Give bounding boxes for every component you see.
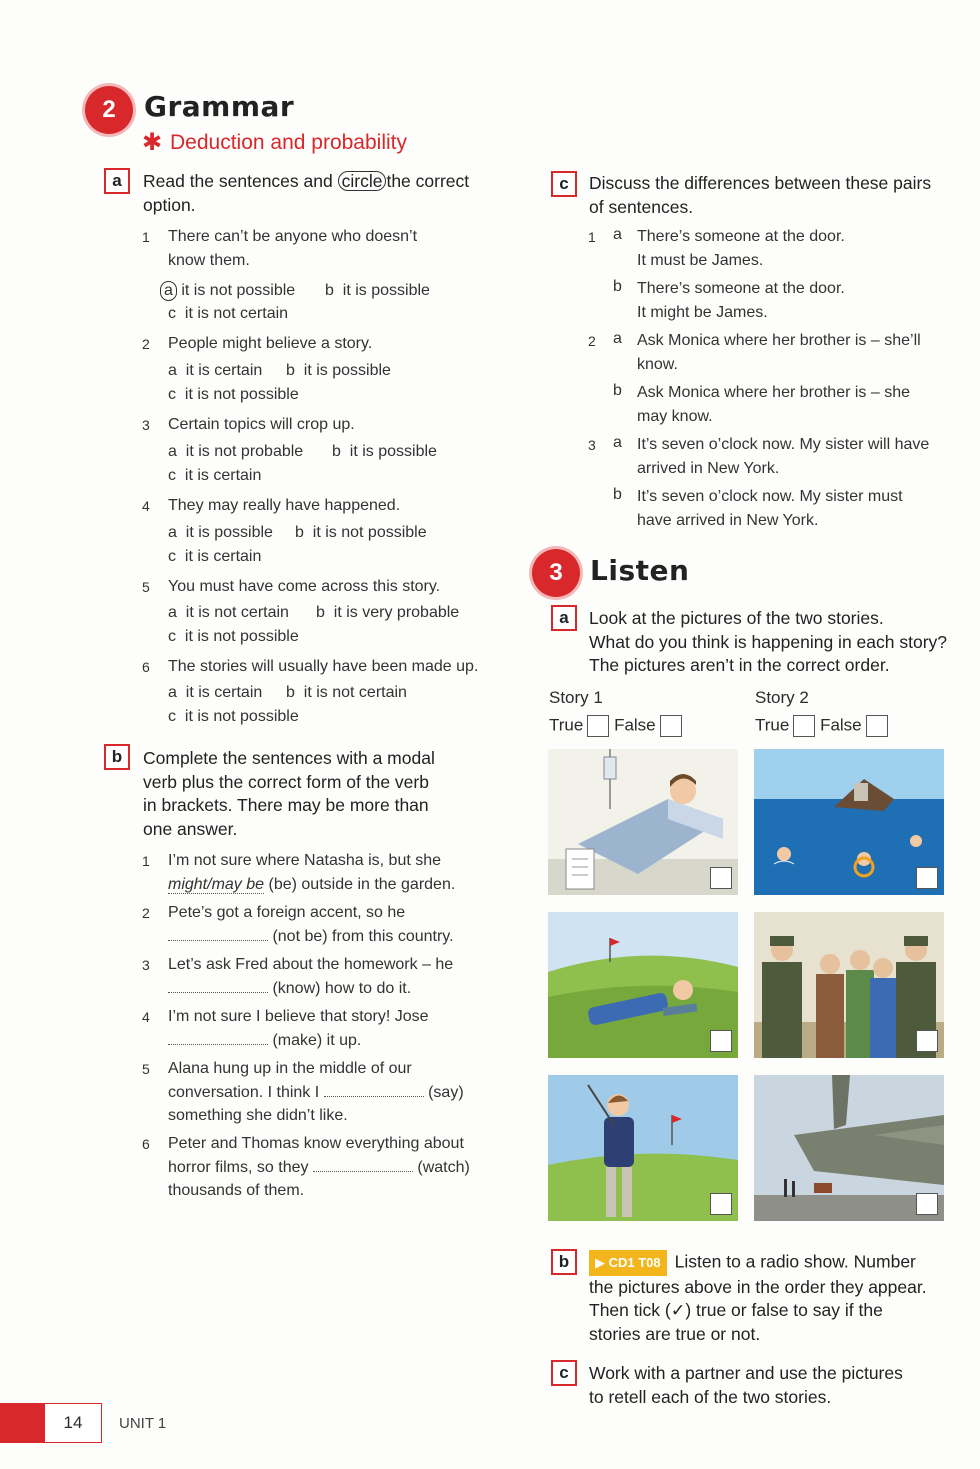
cd-track-badge[interactable]: ▶ CD1 T08 — [589, 1250, 667, 1276]
item-sentence: I’m not sure I believe that story! Jose (make) it up. — [168, 1008, 429, 1049]
story-2-label: Story 2 — [755, 688, 809, 707]
exercise-letter-a: a — [551, 605, 577, 631]
exercise-a-instruction: Read the sentences and circle the correct option. — [143, 171, 470, 215]
pair-number: 3 — [588, 437, 596, 453]
answer-blank[interactable] — [168, 926, 268, 941]
item-number: 2 — [142, 905, 150, 921]
pair-letter: b — [613, 486, 622, 503]
option-c[interactable]: c it is certain — [168, 467, 262, 484]
option-b[interactable]: b it is very probable — [316, 604, 460, 621]
section-number-badge: 2 — [85, 86, 133, 134]
item-number: 6 — [142, 659, 150, 675]
picture-airplane — [754, 1075, 944, 1221]
story-1-label: Story 1 — [549, 688, 603, 707]
listen-c-instruction: Work with a partner and use the pictures to retell each of the two stories. — [589, 1363, 903, 1407]
picture-number-box[interactable] — [916, 1030, 938, 1052]
exercise-b-instruction: Complete the sentences with a modal verb plus the correct form of the verb in brackets. There may be more than one answer. — [143, 748, 435, 839]
picture-golfer-swinging — [548, 1075, 738, 1221]
picture-shipwreck — [754, 749, 944, 895]
picture-number-box[interactable] — [916, 1193, 938, 1215]
item-sentence: Pete’s got a foreign accent, so he (not be) from this country. — [168, 904, 454, 945]
option-a[interactable]: a it is not possible — [160, 281, 295, 301]
footer-red-bar — [0, 1403, 44, 1443]
option-b[interactable]: b it is possible — [286, 362, 391, 379]
option-a[interactable]: a it is certain — [168, 362, 263, 379]
pair-letter: a — [613, 226, 622, 243]
item-number: 4 — [142, 498, 150, 514]
option-c[interactable]: c it is certain — [168, 548, 262, 565]
story-2-true-checkbox[interactable] — [793, 715, 815, 737]
answer-blank[interactable] — [168, 1030, 268, 1045]
picture-hospital — [548, 749, 738, 895]
picture-number-box[interactable] — [710, 867, 732, 889]
item-number: 6 — [142, 1136, 150, 1152]
section-number-badge: 3 — [532, 549, 580, 597]
answer-blank[interactable] — [168, 978, 268, 993]
pair-sentence: It’s seven o’clock now. My sister must have arrived in New York. — [637, 488, 903, 529]
exercise-letter-b: b — [104, 744, 130, 770]
item-sentence: People might believe a story. — [168, 335, 373, 352]
item-sentence: Alana hung up in the middle of our conversation. I think I (say) something she didn’t like. — [168, 1060, 464, 1124]
item-sentence: Peter and Thomas know everything about horror films, so they (watch) thousands of them. — [168, 1135, 470, 1199]
item-number: 3 — [142, 957, 150, 973]
picture-number-box[interactable] — [710, 1193, 732, 1215]
pair-sentence: Ask Monica where her brother is – she may know. — [637, 384, 911, 425]
picture-soldiers — [754, 912, 944, 1058]
pair-sentence: It’s seven o’clock now. My sister will have arrived in New York. — [637, 436, 930, 477]
item-number: 3 — [142, 417, 150, 433]
picture-golfer-lying — [548, 912, 738, 1058]
circled-answer: a — [160, 281, 177, 301]
item-sentence: There can’t be anyone who doesn’t know them. — [168, 228, 418, 269]
option-a[interactable]: a it is possible — [168, 524, 273, 541]
item-sentence: The stories will usually have been made up. — [168, 658, 479, 675]
page-number: 14 — [44, 1403, 102, 1443]
option-b[interactable]: b it is not certain — [286, 684, 407, 701]
option-b[interactable]: b it is possible — [332, 443, 437, 460]
picture-number-box[interactable] — [916, 867, 938, 889]
pair-number: 2 — [588, 333, 596, 349]
option-b[interactable]: b it is possible — [325, 282, 430, 299]
story-2-truefalse: True False — [755, 715, 888, 737]
item-number: 2 — [142, 336, 150, 352]
exercise-letter-a: a — [104, 168, 130, 194]
exercise-letter-c: c — [551, 1360, 577, 1386]
option-a[interactable]: a it is not probable — [168, 443, 304, 460]
option-b[interactable]: b it is not possible — [295, 524, 427, 541]
option-a[interactable]: a it is not certain — [168, 604, 289, 621]
option-c[interactable]: c it is not possible — [168, 628, 299, 645]
item-number: 1 — [142, 853, 150, 869]
pair-letter: b — [613, 278, 622, 295]
exercise-c-instruction: Discuss the differences between these pairs of sentences. — [589, 173, 932, 217]
section-title-grammar: Grammar — [144, 90, 295, 123]
pair-letter: b — [613, 382, 622, 399]
pair-sentence: There’s someone at the door. It must be James. — [637, 228, 845, 269]
listen-b-instruction: ▶ CD1 T08 Listen to a radio show. Number the pictures above in the order they appear. Then tick (✓) true or false to say if the stories are true or not. — [589, 1251, 927, 1344]
item-sentence: Let’s ask Fred about the homework – he (know) how to do it. — [168, 956, 454, 997]
item-number: 5 — [142, 1061, 150, 1077]
section-title-listen: Listen — [590, 554, 690, 587]
item-sentence: They may really have happened. — [168, 497, 401, 514]
listen-a-instruction: Look at the pictures of the two stories. What do you think is happening in each story? The pictures aren’t in the correct order. — [589, 608, 947, 675]
item-number: 1 — [142, 229, 150, 245]
example-answer: might/may be — [168, 875, 265, 893]
pair-number: 1 — [588, 229, 596, 245]
unit-label: UNIT 1 — [119, 1415, 167, 1432]
answer-blank[interactable] — [324, 1082, 424, 1097]
item-sentence: You must have come across this story. — [168, 578, 441, 595]
section-subtitle: Deduction and probability — [170, 131, 407, 154]
item-sentence: I’m not sure where Natasha is, but she might/may be (be) outside in the garden. — [168, 852, 456, 893]
story-1-true-checkbox[interactable] — [587, 715, 609, 737]
story-1-false-checkbox[interactable] — [660, 715, 682, 737]
option-c[interactable]: c it is not possible — [168, 386, 299, 403]
option-a[interactable]: a it is certain — [168, 684, 263, 701]
item-sentence: Certain topics will crop up. — [168, 416, 355, 433]
exercise-letter-b: b — [551, 1249, 577, 1275]
pair-letter: a — [613, 330, 622, 347]
option-c[interactable]: c it is not certain — [168, 305, 289, 322]
pair-sentence: Ask Monica where her brother is – she’ll know. — [637, 332, 921, 373]
exercise-letter-c: c — [551, 171, 577, 197]
pair-sentence: There’s someone at the door. It might be James. — [637, 280, 845, 321]
answer-blank[interactable] — [313, 1157, 413, 1172]
picture-number-box[interactable] — [710, 1030, 732, 1052]
item-number: 4 — [142, 1009, 150, 1025]
pair-letter: a — [613, 434, 622, 451]
story-1-truefalse: True False — [549, 715, 682, 737]
option-c[interactable]: c it is not possible — [168, 708, 299, 725]
asterisk-icon: ✱ — [142, 129, 163, 156]
item-number: 5 — [142, 579, 150, 595]
story-2-false-checkbox[interactable] — [866, 715, 888, 737]
